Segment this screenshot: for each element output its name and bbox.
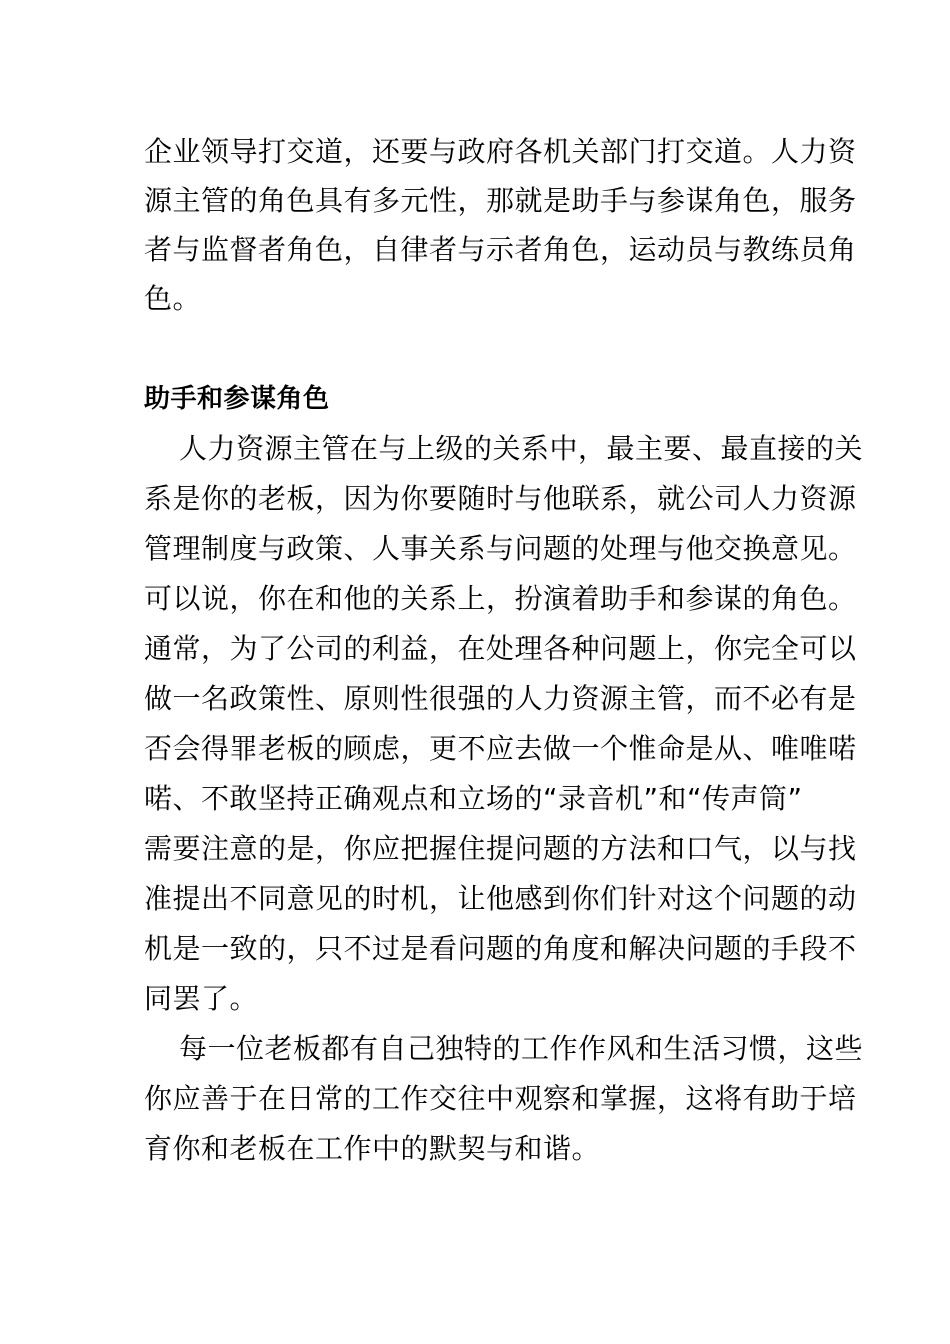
para1-line-9: 需要注意的是，你应把握住提问题的方法和口气，以与找 bbox=[144, 832, 857, 865]
para2-line-2: 你应善于在日常的工作交往中观察和掌握，这将有助于培 bbox=[144, 1082, 857, 1115]
para1-line-5: 通常，为了公司的利益，在处理各种问题上，你完全可以 bbox=[144, 632, 857, 665]
intro-line-3: 者与监督者角色，自律者与示者角色，运动员与教练员角 bbox=[144, 233, 857, 266]
para1-line-7: 否会得罪老板的顾虑，更不应去做一个惟命是从、唯唯喏 bbox=[144, 732, 857, 765]
para1-line-6: 做一名政策性、原则性很强的人力资源主管，而不必有是 bbox=[144, 682, 857, 715]
para1-line-4: 可以说，你在和他的关系上，扮演着助手和参谋的角色。 bbox=[144, 582, 857, 615]
para1-line-1: 人力资源主管在与上级的关系中，最主要、最直接的关 bbox=[179, 432, 864, 465]
intro-line-2: 源主管的角色具有多元性，那就是助手与参谋角色，服务 bbox=[144, 184, 857, 217]
para1-line-8: 喏、不敢坚持正确观点和立场的“录音机”和“传声筒” bbox=[144, 782, 803, 815]
intro-line-1: 企业领导打交道，还要与政府各机关部门打交道。人力资 bbox=[144, 135, 857, 168]
para1-line-11: 机是一致的，只不过是看问题的角度和解决问题的手段不 bbox=[144, 932, 857, 965]
section-heading: 助手和参谋角色 bbox=[144, 384, 330, 414]
para1-line-10: 准提出不同意见的时机，让他感到你们针对这个问题的动 bbox=[144, 882, 857, 915]
para2-line-3: 育你和老板在工作中的默契与和谐。 bbox=[144, 1132, 601, 1165]
para1-line-3: 管理制度与政策、人事关系与问题的处理与他交换意见。 bbox=[144, 532, 857, 565]
para1-line-2: 系是你的老板，因为你要随时与他联系，就公司人力资源 bbox=[144, 482, 857, 515]
para2-line-1: 每一位老板都有自己独特的工作作风和生活习惯，这些 bbox=[179, 1032, 864, 1065]
para1-line-12: 同罢了。 bbox=[144, 982, 259, 1015]
intro-line-4: 色。 bbox=[144, 282, 202, 315]
